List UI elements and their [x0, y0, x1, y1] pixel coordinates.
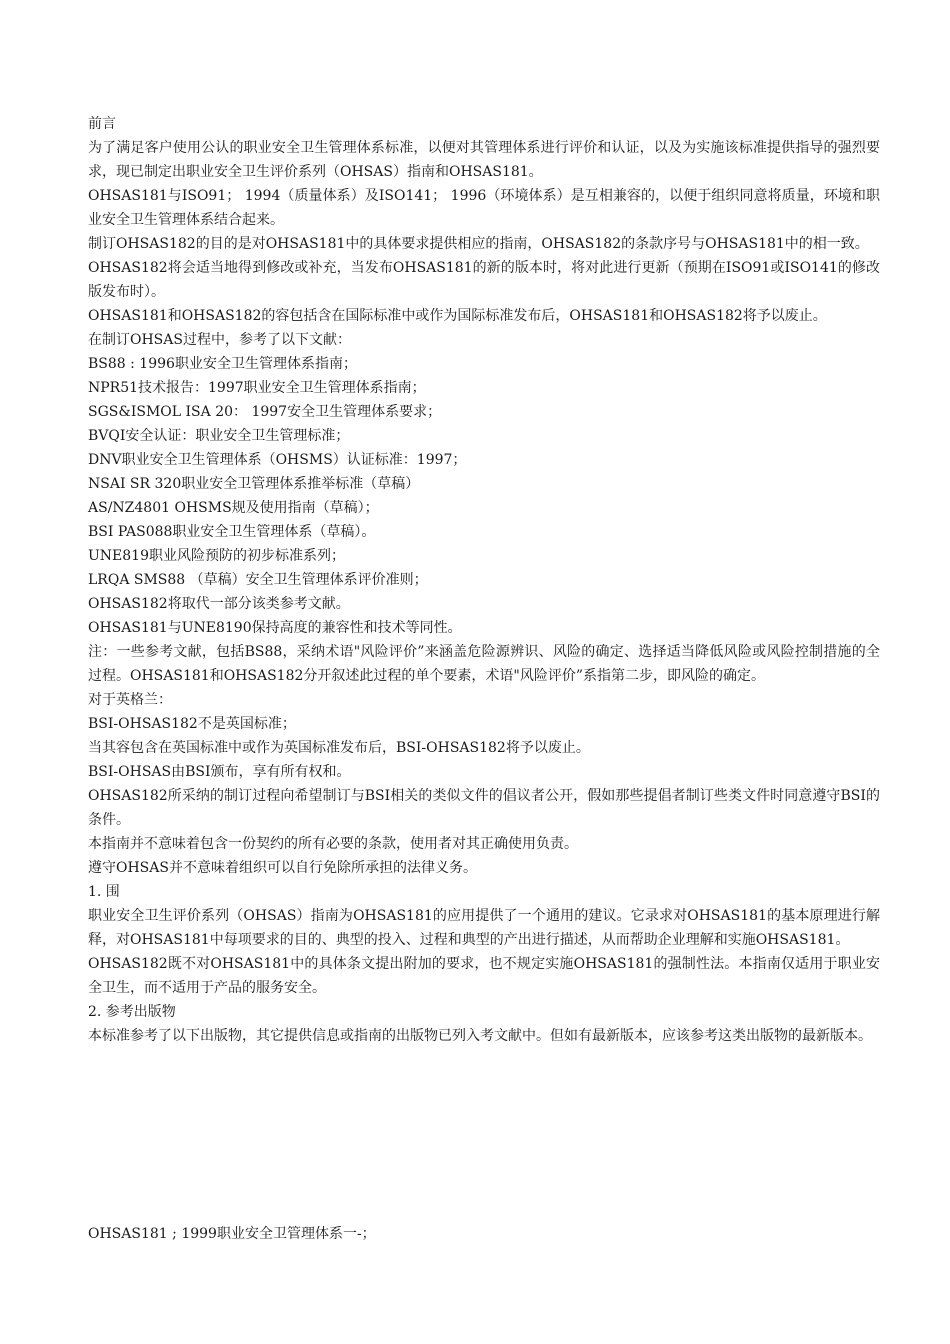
paragraph: OHSAS182所采纳的制订过程向希望制订与BSI相关的类似文件的倡议者公开，假如那些提倡者制订些类文件时同意遵守BSI的条件。: [88, 788, 880, 828]
paragraph: 遵守OHSAS并不意味着组织可以自行免除所承担的法律义务。: [88, 860, 477, 876]
paragraph: 本指南并不意味着包含一份契约的所有必要的条款，使用者对其正确使用负责。: [88, 836, 578, 852]
reference-item: UNE819职业风险预防的初步标准系列；: [88, 548, 345, 564]
footer-line: OHSAS181 ; 1999职业安全卫管理体系一-；: [88, 1226, 376, 1242]
reference-item: LRQA SMS88 （草稿）安全卫生管理体系评价准则；: [88, 572, 428, 588]
paragraph: 在制订OHSAS过程中，参考了以下文献：: [88, 332, 351, 348]
heading-foreword: 前言: [88, 116, 116, 132]
reference-item: SGS&ISMOL ISA 20： 1997安全卫生管理体系要求；: [88, 404, 442, 420]
paragraph: 制订OHSAS182的目的是对OHSAS181中的具体要求提供相应的指南，OHSAS182的条款序号与OHSAS181中的相一致。: [88, 236, 869, 252]
paragraph: OHSAS181与ISO91； 1994（质量体系）及ISO141； 1996（环境体系）是互相兼容的，以便于组织同意将质量，环境和职业安全卫生管理体系结合起来。: [88, 188, 880, 228]
section-heading-references: 2. 参考出版物: [88, 1004, 176, 1020]
reference-item: AS/NZ4801 OHSMS规及使用指南（草稿）；: [88, 500, 379, 516]
paragraph: 对于英格兰：: [88, 692, 172, 708]
paragraph: OHSAS182将会适当地得到修改或补充，当发布OHSAS181的新的版本时，将对此进行更新（预期在ISO91或ISO141的修改版发布时）。: [88, 260, 880, 300]
reference-item: NPR51技术报告：1997职业安全卫生管理体系指南；: [88, 380, 426, 396]
paragraph: OHSAS182既不对OHSAS181中的具体条文提出附加的要求，也不规定实施OHSAS181的强制性法。本指南仅适用于职业安全卫生，而不适用于产品的服务安全。: [88, 956, 880, 996]
paragraph: BSI-OHSAS182不是英国标准；: [88, 716, 296, 732]
paragraph: BSI-OHSAS由BSI颁布，享有所有权和。: [88, 764, 351, 780]
paragraph: 为了满足客户使用公认的职业安全卫生管理体系标准，以便对其管理体系进行评价和认证，以及为实施该标准提供指导的强烈要求，现已制定出职业安全卫生评价系列（OHSAS）指南和OHSAS181。: [88, 140, 880, 180]
section-heading-scope: 1. 围: [88, 884, 120, 900]
document-body: [88, 112, 880, 1048]
reference-item: DNV职业安全卫生管理体系（OHSMS）认证标准：1997；: [88, 452, 467, 468]
reference-item: BVQI安全认证：职业安全卫生管理标准；: [88, 428, 350, 444]
paragraph: OHSAS181和OHSAS182的容包括含在国际标准中或作为国际标准发布后，OHSAS181和OHSAS182将予以废止。: [88, 308, 827, 324]
reference-item: BSI PAS088职业安全卫生管理体系（草稿）。: [88, 524, 376, 540]
paragraph: OHSAS182将取代一部分该类参考文献。: [88, 596, 350, 612]
reference-item: NSAI SR 320职业安全卫管理体系推举标准（草稿）: [88, 476, 420, 492]
paragraph: 当其容包含在英国标准中或作为英国标准发布后，BSI-OHSAS182将予以废止。: [88, 740, 590, 756]
paragraph: OHSAS181与UNE8190保持高度的兼容性和技术等同性。: [88, 620, 462, 636]
reference-item: BS88 : 1996职业安全卫生管理体系指南；: [88, 356, 357, 372]
paragraph: 本标准参考了以下出版物，其它提供信息或指南的出版物已列入考文献中。但如有最新版本，应该参考这类出版物的最新版本。: [88, 1028, 872, 1044]
note-paragraph: 注：一些参考文献，包括BS88，采纳术语"风险评价”来涵盖危险源辨识、风险的确定、选择适当降低风险或风险控制措施的全过程。OHSAS181和OHSAS182分开叙述此过程的单个要素，术语"风险评价”系指第二步，即风险的确定。: [88, 644, 880, 684]
paragraph: 职业安全卫生评价系列（OHSAS）指南为OHSAS181的应用提供了一个通用的建议。它录求对OHSAS181的基本原理进行解释，对OHSAS181中每项要求的目的、典型的投入、过程和典型的产出进行描述，从而帮助企业理解和实施OHSAS181。: [88, 908, 880, 948]
